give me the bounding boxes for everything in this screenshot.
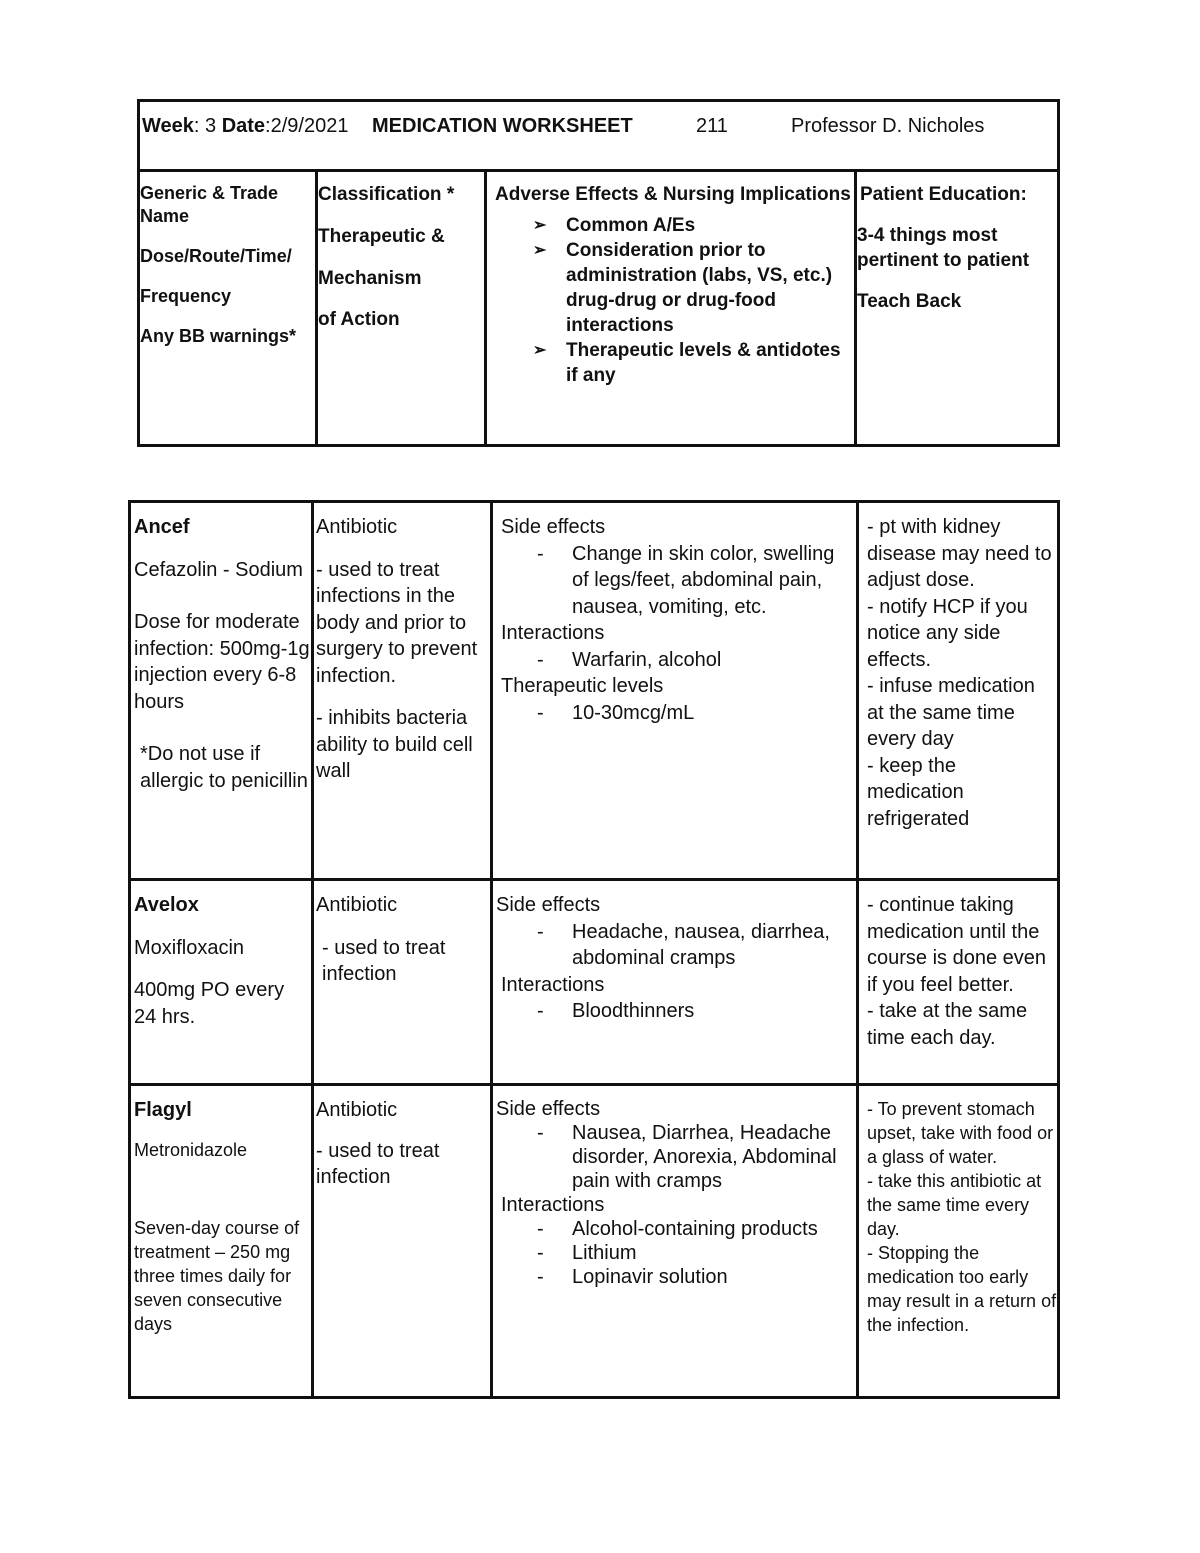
classification-cell: Antibiotic - used to treat infection	[314, 1086, 493, 1396]
week-date: Week: 3 Date:2/9/2021	[142, 115, 349, 137]
drug-name-cell: Avelox Moxifloxacin 400mg PO every 24 hrs.	[131, 881, 314, 1083]
drug-row-flagyl	[131, 1086, 1057, 1396]
drug-row-avelox	[131, 881, 1057, 1086]
patient-education-cell: - To prevent stomach upset, take with food or a glass of water. - take this antibiotic at the same time every day. - Stopping the medication too early may result in a return of the infection.	[867, 1099, 1057, 1335]
patient-education-cell: - continue taking medication until the course is done even if you feel better. - take at the same time each day.	[867, 894, 1047, 1049]
patient-education-cell: - pt with kidney disease may need to adjust dose. - notify HCP if you notice any side effects. - infuse medication at the same time every day - keep the medication refrigerated	[867, 516, 1052, 830]
header-title-row	[140, 102, 1057, 172]
drug-name-cell: Flagyl Metronidazole Seven-day course of treatment – 250 mg three times daily for seven consecutive days	[131, 1086, 314, 1396]
header-col-classification: Classification * Therapeutic & Mechanism of Action	[318, 172, 487, 444]
medication-table	[128, 500, 1060, 1399]
professor-name: Professor D. Nicholes	[791, 115, 985, 137]
adverse-effects-cell: Side effects - Nausea, Diarrhea, Headache disorder, Anorexia, Abdominal pain with cramps Interactions - Alcohol-containing products - Lithium - Lopinavir solution	[493, 1086, 859, 1396]
adverse-effects-cell: Side effects - Change in skin color, swelling of legs/feet, abdominal pain, nausea, vomiting, etc. Interactions - Warfarin, alcohol Therapeutic levels - 10-30mcg/mL	[493, 503, 859, 878]
header-col-adverse: Adverse Effects & Nursing Implications ➢ Common A/Es ➢ Consideration prior to administration (labs, VS, etc.) drug-drug or drug-food interactions ➢ Therapeutic levels & antidotes if any	[487, 172, 857, 444]
course-number: 211	[696, 115, 728, 137]
header-table	[137, 99, 1060, 447]
classification-cell: Antibiotic - used to treat infections in the body and prior to surgery to prevent infection. - inhibits bacteria ability to build cell wall	[314, 503, 493, 878]
drug-row-ancef	[131, 503, 1057, 881]
header-col-name: Generic & Trade Name Dose/Route/Time/ Frequency Any BB warnings*	[140, 172, 318, 444]
classification-cell: Antibiotic - used to treat infection	[314, 881, 493, 1083]
header-col-education: Patient Education: 3-4 things most pertinent to patient Teach Back	[857, 184, 1030, 312]
drug-name-cell: Ancef Cefazolin - Sodium Dose for moderate infection: 500mg-1g injection every 6-8 hours *Do not use if allergic to penicillin	[131, 503, 314, 878]
adverse-effects-cell: Side effects - Headache, nausea, diarrhea, abdominal cramps Interactions - Bloodthinners	[493, 881, 859, 1083]
worksheet-title: MEDICATION WORKSHEET	[372, 115, 633, 137]
